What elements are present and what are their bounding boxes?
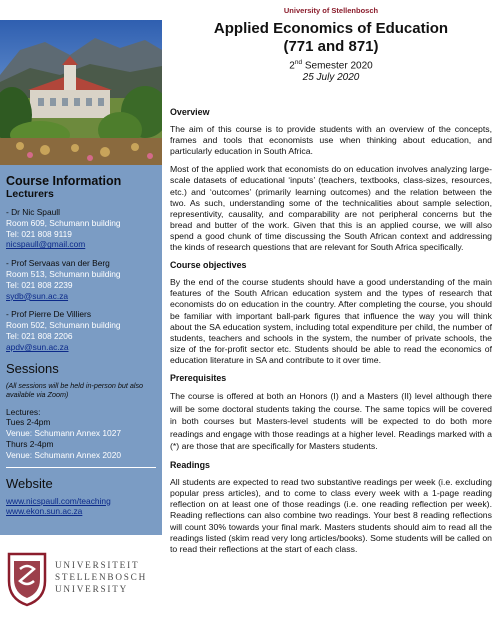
lecturer-tel: Tel: 021 808 9119: [6, 228, 72, 239]
lecturers-title: Lecturers: [6, 188, 54, 200]
sessions-title: Sessions: [6, 360, 59, 376]
lecturer-3: [6, 309, 156, 352]
lecturer-name: - Dr Nic Spaull: [6, 207, 60, 217]
document-date: 25 July 2020: [302, 72, 360, 84]
lecturer-room: Room 513, Schumann building: [6, 268, 121, 279]
prerequisites-paragraph: The course is offered at both an Honors (I) and a Masters (II) level although there will be some doctoral students taking the course. The same topics will be covered in both courses but Masters-level students will be expected to do both more readings and engage with those readings at a higher level. Readings marked with a (*) are those that are specifically for Masters students.: [170, 391, 492, 452]
lecturer-room: Room 609, Schumann building: [6, 217, 121, 228]
sessions-note: (All sessions will be held in-person but also available via Zoom): [6, 380, 144, 399]
university-logo: [0, 535, 162, 642]
main-content: [170, 107, 492, 642]
lecturer-tel: Tel: 021 808 2239: [6, 279, 73, 290]
course-info-panel: [0, 165, 162, 535]
overview-paragraph: Most of the applied work that economists do on education involves analyzing large-scale datasets of educational ‘inputs’ (teachers, textbooks, class-sizes, resources, etc.) and ‘outcomes’ (primarily learning outcomes) and the relation between the two. As such, understanding some of the technicalities about sample selection, representivity, causality, and comparability are not peripheral concerns but the bread and butter of the work. Given that this is an applied course, we will also spend a good chunk of time discussing the South African context and addressing the kinds of research questions that are relevant for South Africa specifically.: [170, 164, 492, 253]
prerequisites-heading: Prerequisites: [170, 372, 227, 383]
semester-text: Semester 2020: [302, 60, 373, 72]
course-info-title: Course Information: [6, 174, 122, 188]
logo-line: UNIVERSITEIT: [55, 560, 140, 570]
lecturer-name: - Prof Pierre De Villiers: [6, 309, 92, 320]
semester-number: 2: [289, 60, 295, 72]
course-title-line: Applied Economics of Education: [213, 20, 449, 37]
readings-heading: Readings: [170, 460, 210, 471]
sidebar: [0, 0, 162, 642]
crest-icon: [6, 551, 48, 607]
logo-text: [55, 559, 147, 595]
divider: [6, 467, 156, 468]
semester: [162, 59, 500, 71]
document-header: [162, 0, 500, 105]
lecturer-name: - Prof Servaas van der Berg: [6, 258, 110, 269]
course-title: [162, 20, 500, 56]
lecturer-email-link[interactable]: apdv@sun.ac.za: [6, 341, 69, 352]
course-code-line: (771 and 871): [283, 38, 379, 55]
lectures-label: Lectures:: [6, 406, 41, 417]
lecture-time: Thurs 2-4pm: [6, 438, 54, 449]
semester-suffix: nd: [294, 59, 303, 66]
lecture-time: Tues 2-4pm: [6, 417, 51, 428]
logo-line: STELLENBOSCH: [55, 572, 148, 582]
lecture-venue: Venue: Schumann Annex 2020: [6, 449, 122, 460]
lecturer-email-link[interactable]: sydb@sun.ac.za: [6, 290, 69, 301]
lecture-venue: Venue: Schumann Annex 1027: [6, 428, 122, 439]
overview-paragraph: The aim of this course is to provide students with an overview of the concepts, frames and tools that economists use when thinking about education, and particularly education in South Africa.: [170, 124, 492, 157]
lecturer-room: Room 502, Schumann building: [6, 320, 121, 331]
overview-heading: Overview: [170, 107, 210, 117]
website-link[interactable]: www.nicspaull.com/teaching: [6, 495, 111, 506]
readings-paragraph: All students are expected to read two substantive readings per week (i.e. excluding popular press articles), and to come to class every week with a 1-page reading reflection on at least one of those readings (i.e. one reading reflection per week). Reading reflections can also combine two readings. Your best 8 reading reflections will count 30% towards your final mark. Masters students should aim to read all the readings listed (skim read very long articles/books). Some students will be called on to read their reflections at the start of each class.: [170, 477, 492, 554]
university-name: University of Stellenbosch: [283, 6, 379, 15]
website-link[interactable]: www.ekon.sun.ac.za: [6, 506, 83, 517]
lecturer-2: [6, 258, 156, 301]
objectives-paragraph: By the end of the course students should have a good understanding of the main features of the South African education system and the types of research that economists do on education in the country. After completing the course, you should be familiar with important ball-park figures that influence the way you will think about the SA education system, including total expenditure per child, the number of students, teachers and schools in the system, the number of private schools, the size of the for-profit sector etc. Students should be able to read the economics of education literature in SA and contribute to it over time.: [170, 277, 492, 365]
lectures-block: [6, 407, 156, 461]
lecturer-email-link[interactable]: nicspaull@gmail.com: [6, 239, 86, 250]
website-links: [6, 496, 156, 518]
lecturer-1: [6, 207, 156, 250]
website-title: Website: [6, 475, 53, 491]
campus-photo: [0, 20, 162, 165]
lecturer-tel: Tel: 021 808 2206: [6, 330, 73, 341]
logo-line: UNIVERSITY: [55, 584, 129, 594]
objectives-heading: Course objectives: [170, 260, 247, 271]
